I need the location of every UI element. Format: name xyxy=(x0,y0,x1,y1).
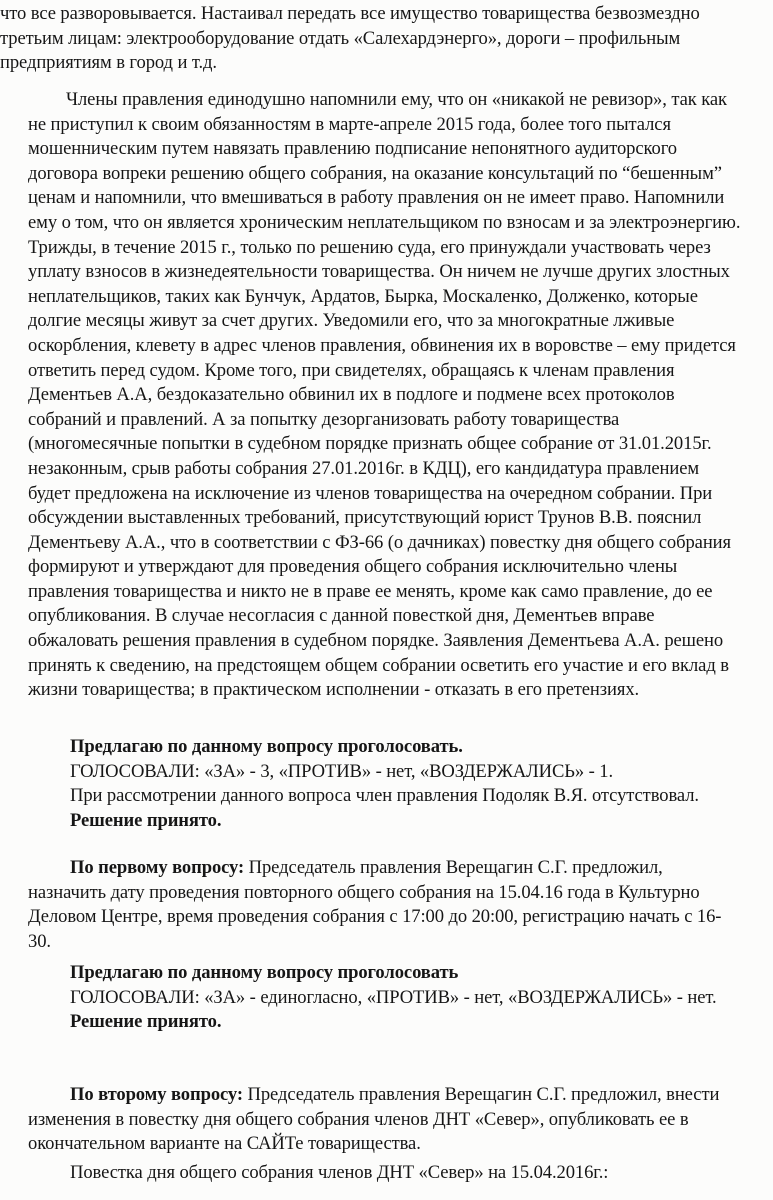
text-line: договора вопреки решению общего собрания, на оказание консультаций по “бешенным” xyxy=(28,162,722,184)
text-line: жизни товарищества; в практическом исполнении - отказать в его претензиях. xyxy=(28,679,640,701)
text-line: принять к сведению, на предстоящем общем собрании осветить его участие и его вклад в xyxy=(28,654,729,676)
text-line: незаконным, срыв работы собрания 27.01.2016г. в КДЦ), его кандидатура правлением xyxy=(28,457,700,479)
question-1-heading: По первому вопросу: xyxy=(70,857,245,878)
vote-decision: Решение принято. xyxy=(70,1011,222,1033)
text-line: По первому вопросу: Председатель правления Верещагин С.Г. предложил, xyxy=(70,857,663,878)
text-line: Дементьев А.А, бездоказательно обвинил их в подлоге и подмене всех протоколов xyxy=(28,384,675,406)
text-line: Члены правления единодушно напомнили ему, что он «никакой не ревизор», так как xyxy=(66,89,727,110)
paragraph-board-response xyxy=(0,88,773,703)
vote-result: ГОЛОСОВАЛИ: «ЗА» - единогласно, «ПРОТИВ» - нет, «ВОЗДЕРЖАЛИСЬ» - нет. xyxy=(70,986,717,1008)
paragraph-continuation xyxy=(0,2,773,76)
vote-decision: Решение принято. xyxy=(70,809,222,831)
text-line: Дементьеву А.А., что в соответствии с ФЗ-66 (о дачниках) повестку дня общего собрания xyxy=(28,531,731,553)
text-line: третьим лицам: электрооборудование отдать «Салехардэнерго», дороги – профильным xyxy=(0,27,681,49)
text-line: обсуждении выставленных требований, присутствующий юрист Трунов В.В. пояснил xyxy=(28,507,702,529)
text-line: ему о том, что он является хроническим неплательщиком по взносам и за электроэнергию. xyxy=(28,211,741,233)
text-line: будет предложена на исключение из членов товарищества на очередном собрании. При xyxy=(28,482,713,504)
vote-block-1 xyxy=(0,735,773,833)
text-line: назначить дату проведения повторного общего собрания на 15.04.16 года в Культурно xyxy=(28,881,700,903)
text-line: предприятиям в город и т.д. xyxy=(0,52,217,74)
text-line: обжаловать решения правления в судебном порядке. Заявления Дементьева А.А. решено xyxy=(28,630,724,652)
text-line: собраний и правлений. А за попытку дезорганизовать работу товарищества xyxy=(28,408,620,430)
text-line: долгие месяцы живут за счет других. Уведомили его, что за многократные лживые xyxy=(28,310,675,332)
question-2-paragraph xyxy=(0,1083,773,1157)
text-line: (многомесячные попытки в судебном порядке признать общее собрание от 31.01.2015г. xyxy=(28,433,712,455)
text-line: уплату взносов в жизнедеятельности товарищества. Он ничем не лучше других злостных xyxy=(28,261,730,283)
text-line: мошенническим путем навязать правлению подписание непонятного аудиторского xyxy=(28,138,677,160)
text-line: 30. xyxy=(28,930,51,952)
text-line: Повестка дня общего собрания членов ДНТ «Север» на 15.04.2016г.: xyxy=(70,1162,609,1183)
vote-proposal: Предлагаю по данному вопросу проголосовать xyxy=(70,962,459,983)
text-line: опубликования. В случае несогласия с данной повесткой дня, Дементьев вправе xyxy=(28,605,655,627)
text-line: ценам и напомнили, что вмешиваться в работу правления он не имеет право. Напомнили xyxy=(28,187,725,209)
text-line: ответить перед судом. Кроме того, при свидетелях, обращаясь к членам правления xyxy=(28,359,675,381)
text-line: не приступил к своим обязанностям в марте-апреле 2015 года, более того пытался xyxy=(28,113,671,135)
question-2-heading: По второму вопросу: xyxy=(70,1084,243,1105)
text-line: неплательщиков, таких как Бунчук, Ардатов, Бырка, Москаленко, Долженко, которые xyxy=(28,285,698,307)
question-1-paragraph xyxy=(0,856,773,954)
text-line: Деловом Центре, время проведения собрания с 17:00 до 20:00, регистрацию начать с 16- xyxy=(28,906,722,928)
text-line: окончательном варианте на САЙТе товарищества. xyxy=(28,1133,421,1155)
text-line: что все разворовывается. Настаивал передать все имущество товарищества безвозмездно xyxy=(0,3,700,24)
text-line: формируют и утверждают для проведения общего собрания исключительно члены xyxy=(28,556,678,578)
text-line: правления товарищества и никто не в праве ее менять, кроме как само правление, до ее xyxy=(28,580,713,602)
vote-note: При рассмотрении данного вопроса член правления Подоляк В.Я. отсутствовал. xyxy=(70,785,699,807)
vote-proposal: Предлагаю по данному вопросу проголосовать. xyxy=(70,736,463,757)
text-line: изменения в повестку дня общего собрания членов ДНТ «Север», опубликовать ее в xyxy=(28,1108,689,1130)
text-line: По второму вопросу: Председатель правления Верещагин С.Г. предложил, внести xyxy=(70,1084,720,1105)
text-line: Трижды, в течение 2015 г., только по решению суда, его принуждали участвовать через xyxy=(28,236,711,258)
agenda-intro xyxy=(0,1161,773,1186)
vote-block-2 xyxy=(0,961,773,1035)
vote-result: ГОЛОСОВАЛИ: «ЗА» - 3, «ПРОТИВ» - нет, «ВОЗДЕРЖАЛИСЬ» - 1. xyxy=(70,760,614,782)
text-line: оскорбления, клевету в адрес членов правления, обвинения их в воровстве – ему придется xyxy=(28,334,736,356)
